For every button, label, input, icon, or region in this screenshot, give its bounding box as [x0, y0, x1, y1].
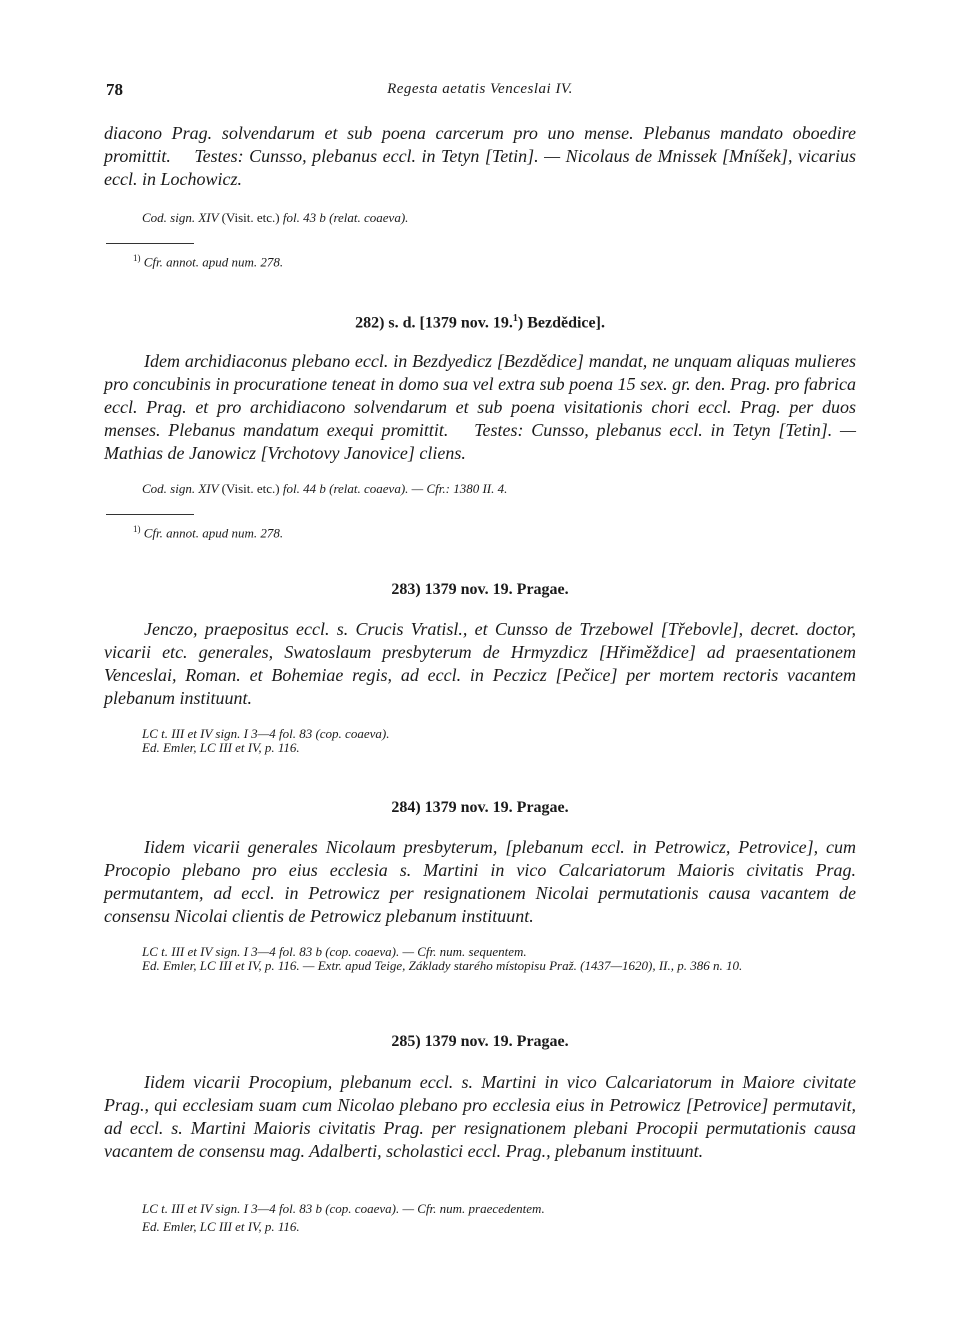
footnote-text: Cfr. annot. apud num. 278.: [140, 525, 284, 541]
source-part: fol. 44 b (relat. coaeva). — Cfr.: 1380 II. 4.: [279, 481, 508, 496]
source-part: Cod. sign. XIV: [142, 481, 222, 496]
footnote-text: Cfr. annot. apud num. 278.: [140, 254, 284, 270]
footnote: [133, 524, 283, 541]
source-part: (Visit. etc.): [221, 210, 280, 225]
heading-part: 282) s. d. [1379 nov. 19.: [355, 314, 513, 332]
continuation-paragraph: [104, 122, 856, 191]
source-part: Cod. sign. XIV: [142, 210, 222, 225]
paragraph-text: diacono Prag. solvendarum et sub poena carcerum pro uno mense. Plebanus mandato oboedire promittit. Testes: Cunsso, plebanus eccl. in Tetyn [Tetin]. — Nicolaus de Mnissek [Mníšek], vicarius eccl. in Lochowicz.: [104, 123, 856, 189]
entry-heading: [0, 313, 960, 332]
page-number: 78: [106, 80, 123, 99]
paragraph-text: Iidem vicarii Procopium, plebanum eccl. s. Martini in vico Calcariatorum in Maiore civitate Prag., qui ecclesiam suam cum Nicolao plebano pro ecclesia eius in Petrowicz [Petrovice] permutavit, ad eccl. s. Martini Maioris civitatis Prag. per resignationem plebani Procopii permutationis causa vacantem de consensu mag. Adalberti, scholastici eccl. Prag., plebanum instituunt.: [104, 1072, 856, 1161]
footnote-ref: 1: [512, 313, 518, 324]
source-citation: LC t. III et IV sign. I 3—4 fol. 83 b (cop. coaeva). — Cfr. num. sequentem.: [142, 944, 527, 959]
entry-heading: 285) 1379 nov. 19. Pragae.: [391, 1033, 569, 1050]
source-citation: LC t. III et IV sign. I 3—4 fol. 83 (cop. coaeva).: [142, 726, 390, 741]
paragraph-text: Iidem vicarii generales Nicolaum presbyterum, [plebanum eccl. in Petrowicz, Petrovice], cum Procopio plebano pro eius ecclesia s. Martini in vico Calcariatorum Maioris civitatis Prag. permutantem, ad eccl. in Petrowicz per resignationem Nicolai permutationis causa vacantem de consensu Nicolai clientis de Petrowicz plebanum instituunt.: [104, 837, 856, 926]
source-edition: Ed. Emler, LC III et IV, p. 116. — Extr. apud Teige, Základy starého místopisu Praž. (1437—1620), II., p. 386 n. 10.: [142, 958, 743, 973]
paragraph-text: Jenczo, praepositus eccl. s. Crucis Vratisl., et Cunsso de Trzebowel [Třebovle], decret. doctor, vicarii etc. generales, Swatoslaum presbyterum de Hrmyzdicz [Hřiměždice] ad praesentationem Venceslai, Roman. et Bohemiae regis, ad eccl. in Peczicz [Pečice] per mortem rectoris vacantem plebanum instituunt.: [104, 619, 856, 708]
entry-paragraph: [104, 350, 856, 465]
footnote-mark: 1): [133, 253, 141, 263]
entry-heading: 284) 1379 nov. 19. Pragae.: [391, 799, 569, 816]
entry-paragraph: [104, 836, 856, 928]
source-edition: Ed. Emler, LC III et IV, p. 116.: [142, 1219, 300, 1234]
entry-heading: 283) 1379 nov. 19. Pragae.: [391, 581, 569, 598]
footnote-rule: [106, 514, 194, 515]
entry-paragraph: [104, 618, 856, 710]
footnote-mark: 1): [133, 524, 141, 534]
source-part: (Visit. etc.): [221, 481, 280, 496]
source-citation: [142, 211, 408, 225]
entry-paragraph: [104, 1071, 856, 1163]
source-citation: [142, 482, 507, 496]
running-title: Regesta aetatis Venceslai IV.: [387, 81, 573, 97]
footnote-rule: [106, 243, 194, 244]
paragraph-text: Idem archidiaconus plebano eccl. in Bezdyedicz [Bezdědice] mandat, ne unquam aliquas mulieres pro concubinis in procuratione teneat in domo sua vel extra sub poena 15 sex. gr. den. Prag. pro fabrica eccl. Prag. et pro archidiacono solvendarum et sub poena visitationis chori eccl. Prag. per duos menses. Plebanus mandatum exequi promittit. Testes: Cunsso, plebanus eccl. in Tetyn [Tetin]. — Mathias de Janowicz [Vrchotovy Janovice] cliens.: [104, 351, 856, 463]
source-citation: LC t. III et IV sign. I 3—4 fol. 83 b (cop. coaeva). — Cfr. num. praecedentem.: [142, 1201, 545, 1216]
footnote: [133, 253, 283, 270]
heading-part: ) Bezdědice].: [517, 314, 605, 332]
source-edition: Ed. Emler, LC III et IV, p. 116.: [142, 740, 300, 755]
source-part: fol. 43 b (relat. coaeva).: [279, 210, 409, 225]
